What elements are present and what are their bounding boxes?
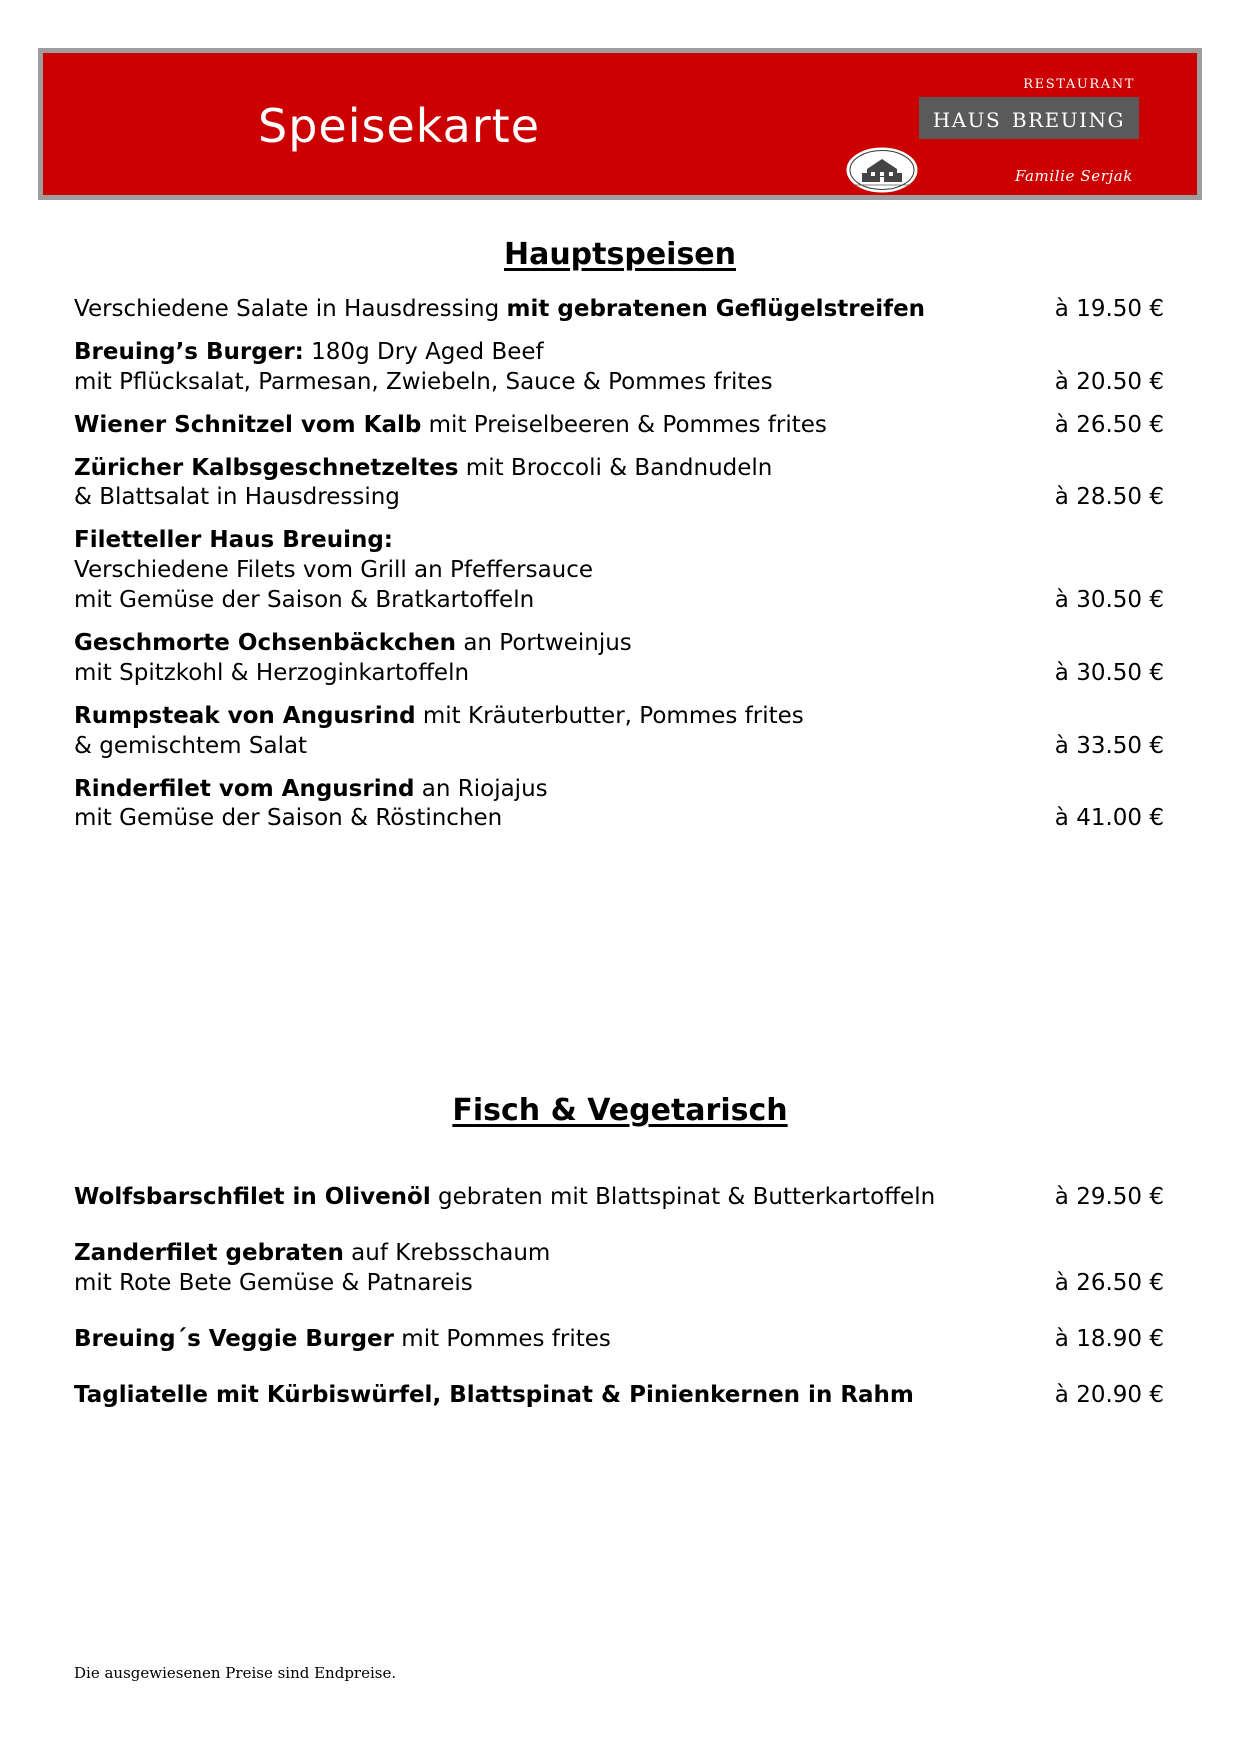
menu-header-banner — [38, 48, 1202, 200]
menu-item — [74, 702, 1164, 762]
menu-item-name: Wolfsbarschfilet in Olivenöl — [74, 1184, 431, 1210]
menu-item-description: mit Gemüse der Saison & Bratkartoffeln — [74, 587, 535, 614]
menu-item-description: mit Preiselbeeren & Pommes frites — [421, 411, 827, 438]
menu-item-description: gebraten mit Blattspinat & Butterkartoffeln — [430, 1184, 936, 1210]
menu-item — [74, 338, 1164, 398]
menu-item-price: à 33.50 € — [1054, 732, 1164, 759]
menu-item-line — [74, 483, 1164, 513]
section-heading-fisch-vegetarisch: Fisch & Vegetarisch — [452, 1093, 788, 1128]
menu-item-description: mit Pflücksalat, Parmesan, Zwiebeln, Sauce & Pommes frites — [74, 368, 773, 395]
menu-item-description: 180g Dry Aged Beef — [303, 338, 544, 365]
menu-item-description: mit Broccoli & Bandnudeln — [458, 454, 773, 481]
menu-item-description: mit Kräuterbutter, Pommes frites — [415, 702, 804, 729]
menu-list-fisch-vegetarisch — [74, 1183, 1164, 1436]
menu-item-name: Breuing´s Veggie Burger — [74, 1325, 394, 1352]
menu-item-description: mit Spitzkohl & Herzoginkartoffeln — [74, 659, 470, 686]
menu-item-name: Wiener Schnitzel vom Kalb — [74, 411, 422, 438]
menu-item-line — [74, 1269, 1164, 1299]
menu-item-line — [74, 526, 1164, 556]
restaurant-logo — [839, 63, 1139, 198]
menu-item-name: mit gebratenen Geflügelstreifen — [506, 296, 926, 322]
menu-item-description: an Riojajus — [414, 775, 548, 802]
section-heading-hauptspeisen: Hauptspeisen — [503, 237, 737, 272]
menu-item — [74, 454, 1164, 514]
menu-item-description: Verschiedene Salate in Hausdressing — [74, 296, 507, 322]
menu-item-line — [74, 775, 1164, 805]
price-footnote: Die ausgewiesenen Preise sind Endpreise. — [74, 1664, 397, 1682]
menu-item-line — [74, 586, 1164, 616]
menu-item-line — [74, 295, 1164, 325]
menu-item-description: mit Pommes frites — [393, 1325, 611, 1352]
menu-item-description: & gemischtem Salat — [74, 732, 308, 759]
menu-item-line — [74, 629, 1164, 659]
menu-item-description: mit Gemüse der Saison & Röstinchen — [74, 805, 503, 832]
page-title: Speisekarte — [258, 99, 541, 153]
menu-item-price: à 26.50 € — [1054, 411, 1164, 438]
house-seal-icon — [843, 145, 921, 195]
menu-item-name: Geschmorte Ochsenbäckchen — [74, 630, 457, 657]
menu-item-line — [74, 556, 1164, 586]
menu-item-price: à 20.90 € — [1054, 1381, 1164, 1408]
menu-item-name: Rinderfilet vom Angusrind — [74, 775, 415, 802]
menu-item-price: à 28.50 € — [1054, 484, 1164, 511]
menu-item — [74, 629, 1164, 689]
menu-item-name: Zanderfilet gebraten — [74, 1239, 344, 1266]
menu-item-description: mit Rote Bete Gemüse & Patnareis — [74, 1269, 473, 1296]
menu-item-description: auf Krebsschaum — [343, 1239, 551, 1266]
menu-item — [74, 526, 1164, 616]
logo-family-name: Familie Serjak — [1015, 167, 1133, 185]
menu-item-price: à 26.50 € — [1054, 1269, 1164, 1296]
menu-item-price: à 18.90 € — [1054, 1325, 1164, 1352]
menu-item-description: an Portweinjus — [456, 630, 632, 657]
menu-list-hauptspeisen — [74, 295, 1164, 847]
menu-item-description: Verschiedene Filets vom Grill an Pfeffersauce — [74, 557, 594, 584]
menu-item-line — [74, 454, 1164, 484]
menu-item-name: Züricher Kalbsgeschnetzeltes — [74, 454, 459, 481]
menu-item — [74, 1183, 1164, 1213]
menu-item-name: Filetteller Haus Breuing: — [74, 527, 393, 554]
menu-item-line — [74, 1239, 1164, 1269]
menu-item-price: à 41.00 € — [1054, 805, 1164, 832]
menu-item-price: à 30.50 € — [1054, 587, 1164, 614]
menu-item-name: Tagliatelle mit Kürbiswürfel, Blattspinat & Pinienkernen in Rahm — [74, 1381, 914, 1408]
menu-item-price: à 29.50 € — [1054, 1184, 1164, 1210]
menu-item — [74, 1325, 1164, 1355]
menu-item-line — [74, 732, 1164, 762]
menu-item — [74, 1381, 1164, 1411]
menu-item-line — [74, 659, 1164, 689]
logo-restaurant-name: haus breuing — [919, 97, 1139, 139]
menu-item-name: Breuing’s Burger: — [74, 338, 304, 365]
menu-item — [74, 775, 1164, 835]
menu-item-name: Rumpsteak von Angusrind — [74, 702, 416, 729]
menu-item-line — [74, 1183, 1164, 1213]
logo-restaurant-label: restaurant — [1023, 71, 1135, 93]
menu-item-price: à 20.50 € — [1054, 368, 1164, 395]
menu-item-line — [74, 368, 1164, 398]
menu-item-line — [74, 1325, 1164, 1355]
menu-item — [74, 295, 1164, 325]
menu-item-description: & Blattsalat in Hausdressing — [74, 484, 400, 511]
menu-item-line — [74, 804, 1164, 834]
menu-item-line — [74, 338, 1164, 368]
menu-item — [74, 1239, 1164, 1299]
menu-item-price: à 19.50 € — [1054, 296, 1164, 322]
menu-item-line — [74, 1381, 1164, 1411]
menu-item-price: à 30.50 € — [1054, 659, 1164, 686]
menu-item-line — [74, 702, 1164, 732]
menu-item-line — [74, 411, 1164, 441]
menu-item — [74, 411, 1164, 441]
